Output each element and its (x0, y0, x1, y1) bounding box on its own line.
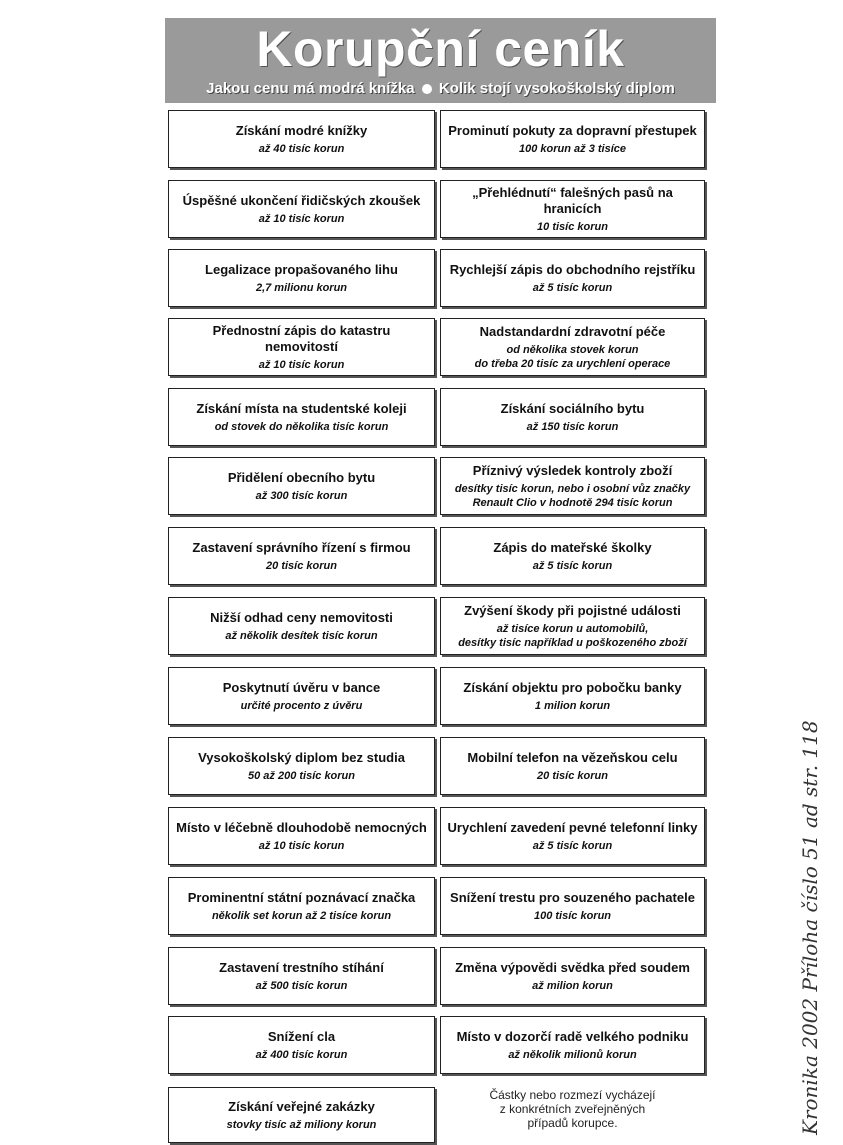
price-card-price-detail: Renault Clio v hodnotě 294 tisíc korun (472, 496, 673, 509)
price-card-price: stovky tisíc až miliony korun (226, 1118, 377, 1131)
price-card-price: až 10 tisíc korun (258, 212, 345, 225)
price-card-price: až 5 tisíc korun (532, 559, 613, 572)
price-card-price: 20 tisíc korun (266, 559, 337, 572)
price-card-price: až 300 tisíc korun (255, 489, 348, 502)
price-card-title: „Přehlédnutí“ falešných pasů na hranicích (472, 184, 673, 216)
price-card-title: Získání veřejné zakázky (228, 1098, 375, 1114)
price-card-price: desítky tisíc korun, nebo i osobní vůz značky (454, 482, 691, 495)
price-card-title: Snížení cla (267, 1028, 336, 1044)
price-card-title: Mobilní telefon na vězeňskou celu (467, 749, 678, 765)
price-card-title: Nižší odhad ceny nemovitosti (210, 609, 393, 625)
price-card-title: Místo v léčebně dlouhodobě nemocných (176, 819, 427, 835)
price-card (168, 877, 435, 935)
bullet-icon (422, 84, 432, 94)
source-note-line: z konkrétních zveřejněných (499, 1102, 646, 1116)
price-card-title: Získání objektu pro pobočku banky (463, 679, 682, 695)
price-card (168, 457, 435, 515)
page-title: Korupční ceník (256, 21, 625, 77)
price-card-price: až několik milionů korun (508, 1048, 637, 1061)
price-card-price: až několik desítek tisíc korun (225, 629, 378, 642)
price-card (168, 947, 435, 1005)
price-card-title: Změna výpovědi svědka před soudem (455, 959, 690, 975)
price-card (440, 249, 705, 307)
price-card (168, 807, 435, 865)
price-card (168, 180, 435, 238)
page-subtitle (165, 80, 716, 98)
header-banner (165, 18, 716, 103)
price-card-price: až tisíce korun u automobilů, (496, 622, 649, 635)
price-card-price: až 10 tisíc korun (258, 839, 345, 852)
price-card-title: Prominentní státní poznávací značka (187, 889, 416, 905)
price-card (440, 947, 705, 1005)
price-card-title: Přednostní zápis do katastru nemovitostí (212, 322, 391, 354)
price-card-title: Prominutí pokuty za dopravní přestupek (448, 122, 697, 138)
price-card-price: od stovek do několika tisíc korun (214, 420, 389, 433)
price-card-title: Zvýšení škody při pojistné události (464, 602, 681, 618)
source-note-line: Částky nebo rozmezí vycházejí (489, 1088, 656, 1102)
price-card (168, 737, 435, 795)
price-card (440, 807, 705, 865)
price-card (168, 597, 435, 655)
price-card-title: Vysokoškolský diplom bez studia (198, 749, 405, 765)
price-card-title: Přidělení obecního bytu (227, 469, 376, 485)
price-card-title: Legalizace propašovaného lihu (205, 261, 398, 277)
price-card-title: Získání sociálního bytu (500, 400, 645, 416)
price-card-title: Nadstandardní zdravotní péče (479, 323, 666, 339)
price-card-price: až 400 tisíc korun (255, 1048, 348, 1061)
price-card-price: až 5 tisíc korun (532, 839, 613, 852)
price-card-price: 100 korun až 3 tisíce (519, 142, 626, 155)
subtitle-part-1: Jakou cenu má modrá knížka (206, 80, 415, 97)
price-card (440, 318, 705, 376)
price-card (168, 388, 435, 446)
price-card (440, 457, 705, 515)
price-card-price: až 40 tisíc korun (258, 142, 345, 155)
price-card (168, 1087, 435, 1143)
price-card-price: 100 tisíc korun (533, 909, 612, 922)
price-card (168, 527, 435, 585)
source-note (440, 1088, 705, 1143)
price-card (440, 388, 705, 446)
price-card-price: až 5 tisíc korun (532, 281, 613, 294)
price-card-price: 20 tisíc korun (537, 769, 608, 782)
price-card-price: několik set korun až 2 tisíce korun (211, 909, 392, 922)
price-card-title: Získání místa na studentské koleji (196, 400, 407, 416)
price-card (168, 1016, 435, 1074)
price-card-title: Snížení trestu pro souzeného pachatele (450, 889, 695, 905)
price-card (440, 877, 705, 935)
price-card-price: 10 tisíc korun (537, 220, 608, 233)
price-card-price: až 500 tisíc korun (255, 979, 348, 992)
price-card-title: Urychlení zavedení pevné telefonní linky (447, 819, 698, 835)
price-card-price: 2,7 milionu korun (255, 281, 348, 294)
price-card (440, 667, 705, 725)
price-card-title: Získání modré knížky (235, 122, 368, 138)
price-card-price: až 150 tisíc korun (526, 420, 619, 433)
price-card (440, 180, 705, 238)
price-card-title: Úspěšné ukončení řidičských zkoušek (182, 192, 421, 208)
price-card (168, 249, 435, 307)
subtitle-part-2: Kolik stojí vysokoškolský diplom (438, 80, 675, 97)
price-card-title: Zápis do mateřské školky (493, 539, 652, 555)
price-card-price: 1 milion korun (534, 699, 611, 712)
price-card (440, 737, 705, 795)
handwritten-text: Kronika 2002 Příloha číslo 51 ad str. 118 (798, 720, 822, 1135)
price-card-price-detail: do třeba 20 tisíc za urychlení operace (474, 357, 671, 370)
price-card-price: určité procento z úvěru (240, 699, 363, 712)
price-card (168, 667, 435, 725)
price-card (440, 597, 705, 655)
price-card-title: Rychlejší zápis do obchodního rejstříku (449, 261, 696, 277)
price-card-price: od několika stovek korun (506, 343, 639, 356)
price-card-price-detail: desítky tisíc například u poškozeného zboží (458, 636, 687, 649)
price-card (440, 110, 705, 168)
price-card-price: 50 až 200 tisíc korun (248, 769, 355, 782)
price-card-price: až milion korun (532, 979, 613, 992)
source-note-line: případů korupce. (527, 1116, 618, 1130)
price-card-title: Zastavení trestního stíhání (219, 959, 384, 975)
price-card-price: až 10 tisíc korun (258, 358, 345, 371)
price-card (168, 318, 435, 376)
price-card-title: Zastavení správního řízení s firmou (192, 539, 411, 555)
price-card (440, 1016, 705, 1074)
price-card (168, 110, 435, 168)
price-card-title: Příznivý výsledek kontroly zboží (472, 462, 673, 478)
price-card-title: Místo v dozorčí radě velkého podniku (456, 1028, 689, 1044)
price-card (440, 527, 705, 585)
price-card-title: Poskytnutí úvěru v bance (222, 679, 381, 695)
